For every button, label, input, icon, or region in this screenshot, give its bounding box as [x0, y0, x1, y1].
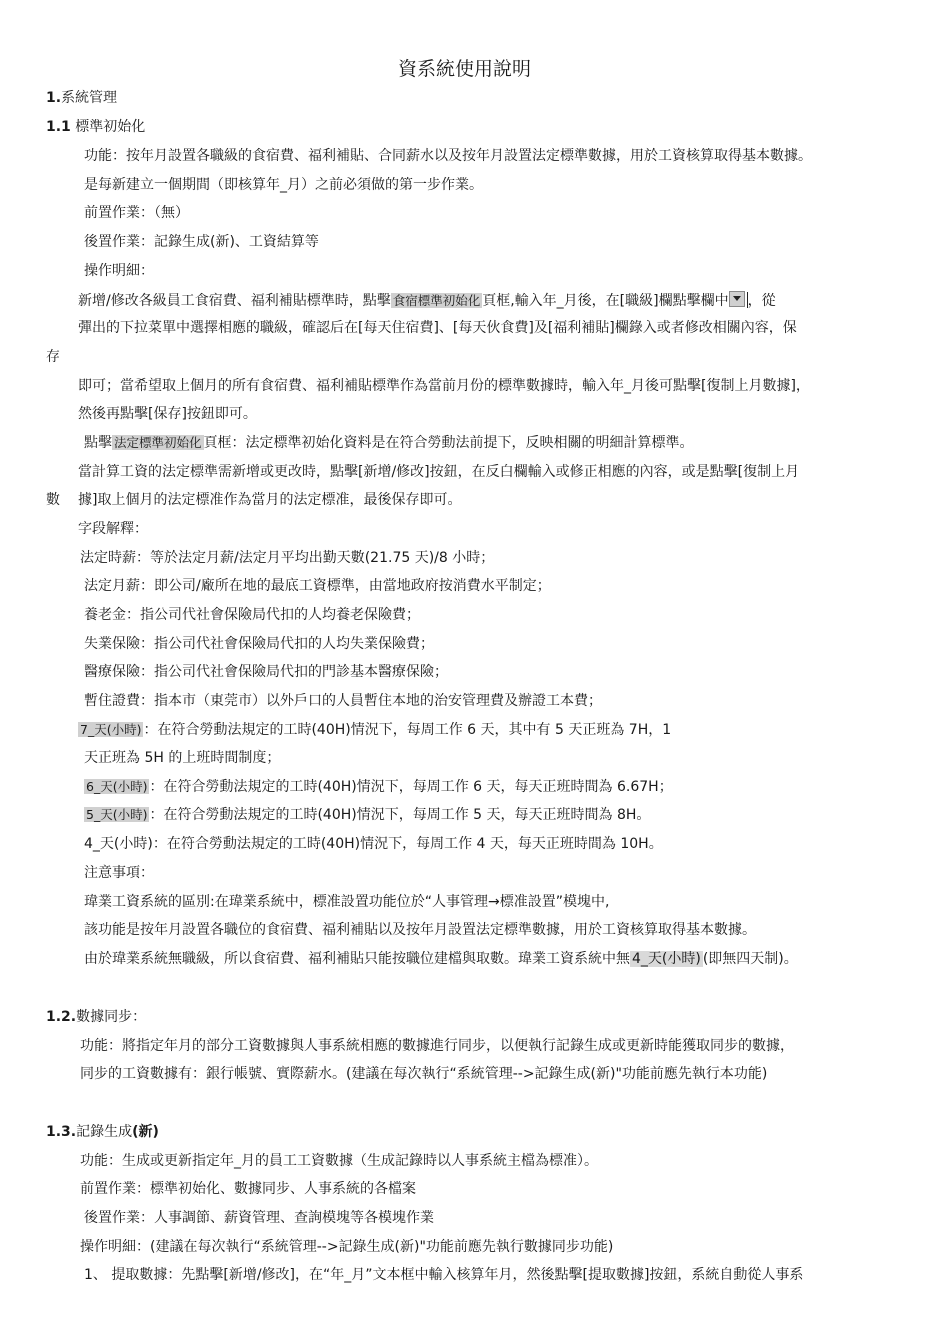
- highlighted-term: 4_天(小時): [632, 951, 701, 967]
- room-board-init-tab-image: 食宿標準初始化: [392, 293, 481, 308]
- field-definition: [84, 778, 673, 796]
- section-1-heading: [46, 89, 117, 107]
- paragraph-line: 前置作業：（無）: [84, 205, 189, 221]
- paragraph-line: 操作明細：: [84, 263, 154, 279]
- paragraph-line: 功能：生成或更新指定年_月的員工工資數據（生成記錄時以人事系統主檔為標准）。: [80, 1153, 598, 1169]
- field-tag: 7_天(小時): [80, 722, 142, 737]
- paragraph-line: [78, 291, 776, 310]
- field-definition: 法定時薪：等於法定月薪/法定月平均出勤天數(21.75 天)/8 小時；: [80, 550, 495, 566]
- paragraph-line: 1、 提取數據：先點擊[新增/修改]，在“年_月”文本框中輸入核算年月，然後點擊[提取數據]按鈕，系統自動從人事系: [84, 1267, 804, 1283]
- paragraph-line: 存: [46, 349, 60, 365]
- dropdown-arrow-icon: [729, 291, 745, 307]
- paragraph-line: 字段解釋：: [78, 521, 148, 537]
- text-run: 頁框,輸入年_月後，在[職級]欄點擊欄中: [482, 293, 729, 309]
- paragraph-line: [84, 950, 798, 968]
- field-tag: 5_天(小時): [86, 807, 148, 822]
- section-1-3-heading: [46, 1123, 159, 1141]
- field-definition: 失業保險：指公司代社會保險局代扣的人均失業保險費；: [84, 636, 434, 652]
- paragraph-line: [84, 434, 694, 452]
- section-number: 1.1: [46, 119, 71, 135]
- paragraph-line: 同步的工資數據有：銀行帳號、實際薪水。(建議在每次執行“系統管理-->記錄生成(新)"功能前應先執行本功能): [80, 1066, 768, 1082]
- section-1-1-heading: [46, 118, 145, 136]
- paragraph-line: 據]取上個月的法定標准作為當月的法定標准，最後保存即可。: [78, 492, 462, 508]
- paragraph-line: 然後再點擊[保存]按鈕即可。: [78, 406, 257, 422]
- field-definition: 暫住證費：指本市（東莞市）以外戶口的人員暫住本地的治安管理費及辦證工本費；: [84, 693, 602, 709]
- section-title: 記錄生成: [76, 1124, 133, 1140]
- paragraph-line: 數: [46, 492, 60, 508]
- section-title: 系統管理: [61, 90, 118, 106]
- paragraph-line: 後置作業：人事調節、薪資管理、查詢模塊等各模塊作業: [84, 1210, 434, 1226]
- text-run: ：在符合勞動法規定的工時(40H)情況下，每周工作 5 天，每天正班時間為 8H。: [149, 807, 651, 823]
- field-definition: [78, 721, 671, 739]
- section-number: 1.: [46, 90, 62, 106]
- text-run: (即無四天制)。: [702, 951, 798, 967]
- paragraph-line: 功能：將指定年月的部分工資數據與人事系統相應的數據進行同步，以便執行記錄生成或更新時能獲取同步的數據，: [80, 1038, 794, 1054]
- section-1-2-heading: [46, 1008, 146, 1026]
- section-title-suffix: (新): [132, 1124, 159, 1140]
- paragraph-line: 是每新建立一個期間（即核算年_月）之前必須做的第一步作業。: [84, 177, 483, 193]
- text-run: 頁框：法定標準初始化資料是在符合勞動法前提下，反映相關的明細計算標準。: [203, 435, 694, 451]
- section-number: 1.2.: [46, 1009, 77, 1025]
- paragraph-line: 當計算工資的法定標準需新增或更改時，點擊[新增/修改]按鈕，在反白欄輸入或修正相應的內容，或是點擊[復制上月: [78, 464, 800, 480]
- text-run: ：在符合勞動法規定的工時(40H)情況下，每周工作 6 天，每天正班時間為 6.67H；: [149, 779, 673, 795]
- field-definition: 醫療保險：指公司代社會保險局代扣的門診基本醫療保險；: [84, 664, 448, 680]
- paragraph-line: 注意事項：: [84, 865, 154, 881]
- field-definition: [84, 806, 650, 824]
- field-tag: 6_天(小時): [86, 779, 148, 794]
- text-run: 由於瑋業系統無職級，所以食宿費、福利補貼只能按職位建檔與取數。瑋業工資系統中無: [84, 951, 630, 967]
- field-definition: 4_天(小時)：在符合勞動法規定的工時(40H)情況下，每周工作 4 天，每天正班時間為 10H。: [84, 836, 663, 852]
- section-title: 標準初始化: [75, 119, 146, 135]
- text-run: 新增/修改各級員工食宿費、福利補貼標準時，點擊: [78, 293, 391, 309]
- section-number: 1.3.: [46, 1124, 77, 1140]
- paragraph-line: 前置作業：標準初始化、數據同步、人事系統的各檔案: [80, 1181, 416, 1197]
- document-title: 資系統使用說明: [398, 58, 532, 80]
- text-run: ：在符合勞動法規定的工時(40H)情況下，每周工作 6 天，其中有 5 天正班為 7H，1: [143, 722, 672, 738]
- paragraph-line: 功能：按年月設置各職級的食宿費、福利補貼、合同薪水以及按年月設置法定標準數據，用於工資核算取得基本數據。: [84, 148, 812, 164]
- paragraph-line: 該功能是按年月設置各職位的食宿費、福利補貼以及按年月設置法定標準數據，用於工資核算取得基本數據。: [84, 922, 756, 938]
- text-run: ，從: [747, 293, 776, 309]
- paragraph-line: 彈出的下拉菜單中選擇相應的職級，確認后在[每天住宿費]、[每天伙食費]及[福利補貼]欄錄入或者修改相關內容，保: [78, 320, 797, 336]
- text-run: 點擊: [84, 435, 112, 451]
- field-definition: 養老金：指公司代社會保險局代扣的人均養老保險費；: [84, 607, 420, 623]
- section-title: 數據同步：: [76, 1009, 147, 1025]
- paragraph-line: 即可；當希望取上個月的所有食宿費、福利補貼標準作為當前月份的標準數據時，輸入年_月後可點擊[復制上月數據]，: [78, 378, 810, 394]
- paragraph-line: 操作明細：(建議在每次執行“系統管理-->記錄生成(新)"功能前應先執行數據同步功能): [80, 1239, 614, 1255]
- paragraph-line: 瑋業工資系統的區別:在瑋業系統中，標准設置功能位於“人事管理→標准設置”模塊中,: [84, 894, 610, 910]
- field-definition: 法定月薪：即公司/廠所在地的最底工資標準，由當地政府按消費水平制定；: [84, 578, 551, 594]
- field-definition: 天正班為 5H 的上班時間制度；: [84, 750, 281, 766]
- paragraph-line: 後置作業：記錄生成(新)、工資結算等: [84, 234, 319, 250]
- statutory-init-tab-image: 法定標準初始化: [114, 435, 202, 450]
